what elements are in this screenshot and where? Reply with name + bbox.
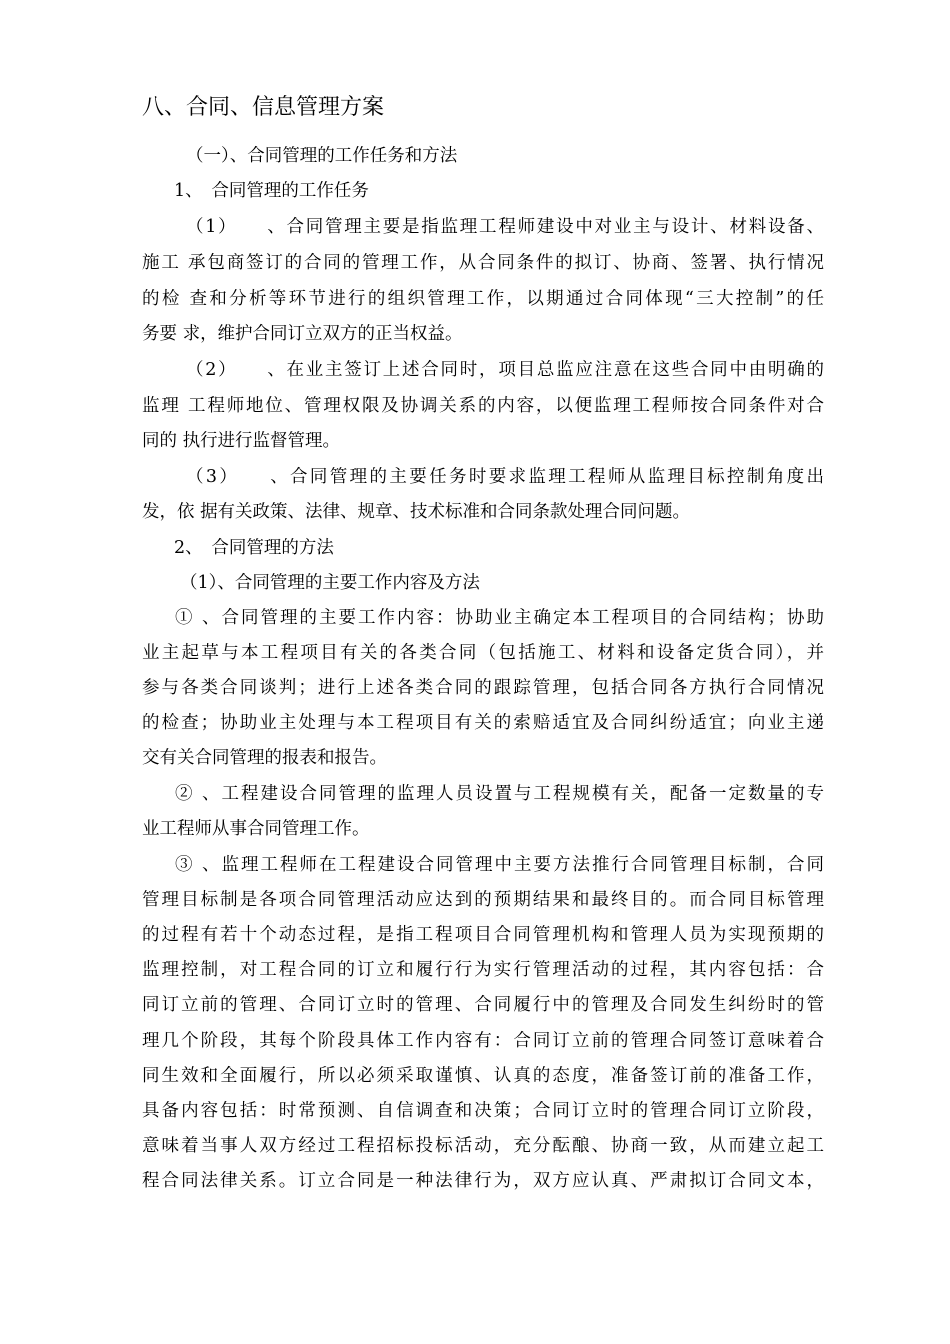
paragraph-line: 参与各类合同谈判；进行上述各类合同的跟踪管理，包括合同各方执行合同情况 (142, 678, 824, 698)
paragraph-line: 同订立前的管理、合同订立时的管理、合同履行中的管理及合同发生纠纷时的管 (142, 995, 824, 1015)
paragraph-line: 的过程有若十个动态过程，是指工程项目合同管理机构和管理人员为实现预期的 (142, 925, 824, 945)
paragraph-line: ① 、合同管理的主要工作内容：协助业主确定本工程项目的合同结构；协助 (175, 608, 824, 628)
paragraph-line: 施工 承包商签订的合同的管理工作，从合同条件的拟订、协商、签署、执行情况 (142, 253, 824, 273)
subsection-heading: （一）、合同管理的工作任务和方法 (186, 146, 458, 166)
paragraph-line: 的检查；协助业主处理与本工程项目有关的索赔适宜及合同纠纷适宜；向业主递 (142, 713, 824, 733)
paragraph-line: 交有关合同管理的报表和报告。 (142, 748, 387, 768)
paragraph-line: 理几个阶段，其每个阶段具体工作内容有：合同订立前的管理合同签订意味着合 (142, 1031, 824, 1051)
paragraph-line: ② 、工程建设合同管理的监理人员设置与工程规模有关，配备一定数量的专 (175, 784, 824, 804)
paragraph-line: （1） 、合同管理主要是指监理工程师建设中对业主与设计、材料设备、 (186, 217, 824, 237)
paragraph-line: 意味着当事人双方经过工程招标投标活动，充分酝酿、协商一致，从而建立起工 (142, 1136, 824, 1156)
item-heading: 1、 合同管理的工作任务 (174, 181, 369, 201)
paragraph-line: 管理目标制是各项合同管理活动应达到的预期结果和最终目的。而合同目标管理 (142, 890, 824, 910)
paragraph-line: 监理 工程师地位、管理权限及协调关系的内容，以便监理工程师按合同条件对合 (142, 396, 824, 416)
item-heading: 2、 合同管理的方法 (174, 538, 334, 558)
paragraph-line: 业主起草与本工程项目有关的各类合同（包括施工、材料和设备定货合同），并 (142, 643, 824, 663)
paragraph-line: 同的 执行进行监督管理。 (142, 431, 341, 451)
paragraph-line: 监理控制，对工程合同的订立和履行行为实行管理活动的过程，其内容包括：合 (142, 960, 824, 980)
sub-item-heading: （1）、合同管理的主要工作内容及方法 (180, 573, 480, 593)
paragraph-line: 同生效和全面履行，所以必须采取谨慎、认真的态度，准备签订前的准备工作， (142, 1066, 824, 1086)
paragraph-line: 务要 求，维护合同订立双方的正当权益。 (142, 324, 463, 344)
paragraph-line: ③ 、监理工程师在工程建设合同管理中主要方法推行合同管理目标制，合同 (175, 855, 824, 875)
paragraph-line: 具备内容包括：时常预测、自信调查和决策；合同订立时的管理合同订立阶段， (142, 1101, 824, 1121)
paragraph-line: 发，依 据有关政策、法律、规章、技术标准和合同条款处理合同问题。 (142, 502, 691, 522)
section-title: 八、合同、信息管理方案 (142, 95, 385, 120)
paragraph-line: 业工程师从事合同管理工作。 (142, 819, 370, 839)
paragraph-line: 的检 查和分析等环节进行的组织管理工作，以期通过合同体现“三大控制”的任 (142, 289, 824, 309)
paragraph-line: 程合同法律关系。订立合同是一种法律行为，双方应认真、严肃拟订合同文本， (142, 1171, 824, 1191)
paragraph-line: （3） 、合同管理的主要任务时要求监理工程师从监理目标控制角度出 (186, 467, 824, 487)
paragraph-line: （2） 、在业主签订上述合同时，项目总监应注意在这些合同中由明确的 (186, 360, 824, 380)
